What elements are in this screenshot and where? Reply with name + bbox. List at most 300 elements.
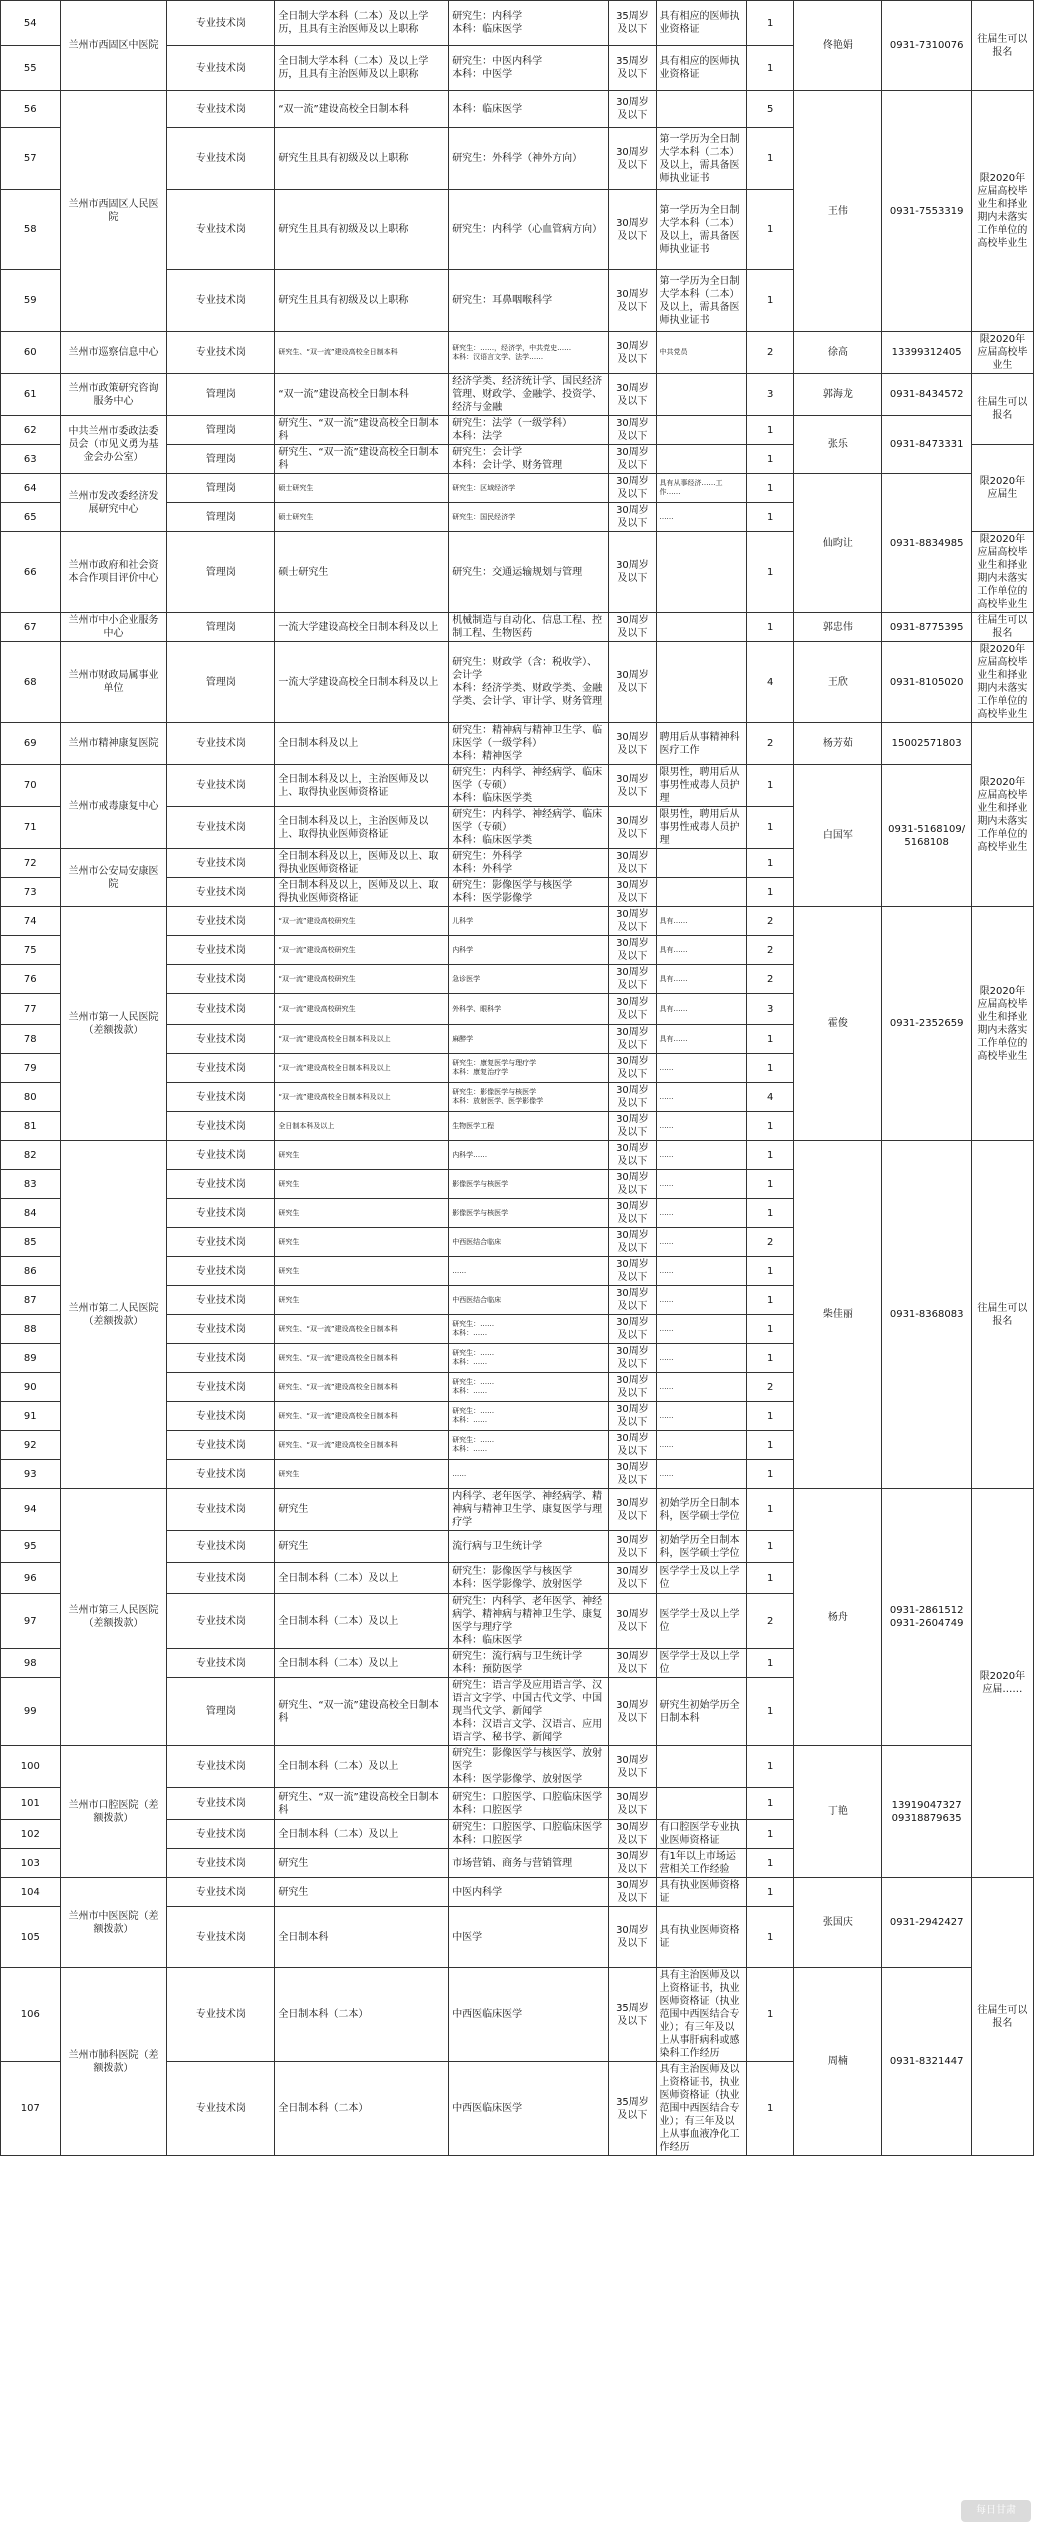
post-type: 专业技术岗 <box>167 91 275 128</box>
age-requirement: 30周岁及以下 <box>609 907 656 936</box>
education-requirement: 研究生、“双一流”建设高校全日制本科 <box>275 1373 449 1402</box>
education-requirement: 研究生、“双一流”建设高校全日制本科 <box>275 332 449 374</box>
age-requirement: 30周岁及以下 <box>609 445 656 474</box>
age-requirement: 30周岁及以下 <box>609 723 656 765</box>
other-requirement: 聘用后从事精神科医疗工作 <box>656 723 747 765</box>
hire-count: 1 <box>747 2062 794 2156</box>
major-requirement: 麻醉学 <box>449 1025 609 1054</box>
other-requirement: 具有相应的医师执业资格证 <box>656 1 747 46</box>
hire-count: 1 <box>747 1746 794 1788</box>
table-row <box>1 416 1034 445</box>
post-type: 专业技术岗 <box>167 1907 275 1968</box>
hire-count: 2 <box>747 723 794 765</box>
major-requirement: 市场营销、商务与营销管理 <box>449 1849 609 1878</box>
education-requirement: 研究生且具有初级及以上职称 <box>275 128 449 190</box>
contact-person: 杨芳茹 <box>794 723 882 765</box>
hire-count: 1 <box>747 503 794 532</box>
age-requirement: 35周岁及以下 <box>609 1968 656 2062</box>
row-number: 98 <box>1 1649 61 1678</box>
row-number: 58 <box>1 190 61 270</box>
row-number: 55 <box>1 46 61 91</box>
hire-count: 1 <box>747 128 794 190</box>
applicant-note: 限2020年应届高校毕业生和择业期内未落实工作单位的高校毕业生 <box>971 907 1033 1141</box>
contact-phone: 0931-2352659 <box>882 907 971 1141</box>
post-type: 专业技术岗 <box>167 936 275 965</box>
row-number: 71 <box>1 807 61 849</box>
row-number: 89 <box>1 1344 61 1373</box>
major-requirement: 研究生：外科学（神外方向） <box>449 128 609 190</box>
major-requirement: 研究生：交通运输规划与管理 <box>449 532 609 613</box>
unit-name: 兰州市第一人民医院（差额拨款） <box>60 907 167 1141</box>
post-type: 专业技术岗 <box>167 765 275 807</box>
age-requirement: 30周岁及以下 <box>609 474 656 503</box>
unit-name: 兰州市西固区人民医院 <box>60 91 167 332</box>
other-requirement: 具有…… <box>656 965 747 994</box>
major-requirement: 研究生：…… 本科：…… <box>449 1431 609 1460</box>
major-requirement: 研究生：内科学 本科：临床医学 <box>449 1 609 46</box>
major-requirement: 中医内科学 <box>449 1878 609 1907</box>
other-requirement: 有1年以上市场运营相关工作经验 <box>656 1849 747 1878</box>
age-requirement: 30周岁及以下 <box>609 270 656 332</box>
table-row <box>1 1489 1034 1531</box>
education-requirement: 研究生、“双一流”建设高校全日制本科 <box>275 1344 449 1373</box>
contact-person: 霍俊 <box>794 907 882 1141</box>
post-type: 管理岗 <box>167 445 275 474</box>
age-requirement: 30周岁及以下 <box>609 190 656 270</box>
education-requirement: 硕士研究生 <box>275 532 449 613</box>
other-requirement: …… <box>656 1286 747 1315</box>
row-number: 57 <box>1 128 61 190</box>
contact-phone: 15002571803 <box>882 723 971 765</box>
hire-count: 1 <box>747 1968 794 2062</box>
major-requirement: 研究生：内科学（心血管病方向） <box>449 190 609 270</box>
hire-count: 1 <box>747 1849 794 1878</box>
hire-count: 1 <box>747 1315 794 1344</box>
hire-count: 1 <box>747 1820 794 1849</box>
other-requirement: …… <box>656 503 747 532</box>
other-requirement: 具有执业医师资格证 <box>656 1878 747 1907</box>
age-requirement: 30周岁及以下 <box>609 1257 656 1286</box>
row-number: 97 <box>1 1594 61 1649</box>
row-number: 83 <box>1 1170 61 1199</box>
hire-count: 3 <box>747 374 794 416</box>
major-requirement: 研究生：影像医学与核医学 本科：医学影像学、放射医学 <box>449 1563 609 1594</box>
hire-count: 1 <box>747 1907 794 1968</box>
age-requirement: 30周岁及以下 <box>609 416 656 445</box>
post-type: 专业技术岗 <box>167 1228 275 1257</box>
hire-count: 1 <box>747 1025 794 1054</box>
age-requirement: 30周岁及以下 <box>609 1083 656 1112</box>
education-requirement: 研究生 <box>275 1849 449 1878</box>
contact-phone: 0931-2861512 0931-2604749 <box>882 1489 971 1746</box>
unit-name: 兰州市精神康复医院 <box>60 723 167 765</box>
age-requirement: 30周岁及以下 <box>609 849 656 878</box>
contact-phone: 0931-5168109/5168108 <box>882 765 971 907</box>
contact-phone: 0931-7553319 <box>882 91 971 332</box>
post-type: 专业技术岗 <box>167 1746 275 1788</box>
age-requirement: 30周岁及以下 <box>609 936 656 965</box>
hire-count: 1 <box>747 1170 794 1199</box>
applicant-note: 限2020年应届高校毕业生 <box>971 332 1033 374</box>
post-type: 专业技术岗 <box>167 1849 275 1878</box>
applicant-note: 限2020年应届高校毕业生和择业期内未落实工作单位的高校毕业生 <box>971 532 1033 613</box>
other-requirement <box>656 445 747 474</box>
other-requirement: 具有…… <box>656 907 747 936</box>
row-number: 100 <box>1 1746 61 1788</box>
other-requirement: 医学学士及以上学位 <box>656 1649 747 1678</box>
education-requirement: 研究生 <box>275 1460 449 1489</box>
other-requirement: …… <box>656 1199 747 1228</box>
post-type: 专业技术岗 <box>167 1489 275 1531</box>
other-requirement <box>656 642 747 723</box>
other-requirement: …… <box>656 1431 747 1460</box>
education-requirement: 研究生、“双一流”建设高校全日制本科 <box>275 1315 449 1344</box>
age-requirement: 30周岁及以下 <box>609 1594 656 1649</box>
row-number: 81 <box>1 1112 61 1141</box>
row-number: 84 <box>1 1199 61 1228</box>
post-type: 专业技术岗 <box>167 1820 275 1849</box>
age-requirement: 30周岁及以下 <box>609 1531 656 1563</box>
major-requirement: 研究生：中医内科学 本科：中医学 <box>449 46 609 91</box>
contact-person: 白国军 <box>794 765 882 907</box>
table-row <box>1 1878 1034 1907</box>
major-requirement: 儿科学 <box>449 907 609 936</box>
major-requirement: 影像医学与核医学 <box>449 1170 609 1199</box>
table-row <box>1 1141 1034 1170</box>
education-requirement: “双一流”建设高校全日制本科及以上 <box>275 1025 449 1054</box>
age-requirement: 30周岁及以下 <box>609 1878 656 1907</box>
education-requirement: 全日制本科 <box>275 1907 449 1968</box>
row-number: 94 <box>1 1489 61 1531</box>
education-requirement: “双一流”建设高校全日制本科及以上 <box>275 1054 449 1083</box>
hire-count: 1 <box>747 445 794 474</box>
age-requirement: 30周岁及以下 <box>609 1286 656 1315</box>
major-requirement: 研究生：康复医学与理疗学 本科：康复治疗学 <box>449 1054 609 1083</box>
major-requirement: 研究生：法学（一级学科） 本科：法学 <box>449 416 609 445</box>
contact-person: 王伟 <box>794 91 882 332</box>
major-requirement: 中西医结合临床 <box>449 1286 609 1315</box>
education-requirement: “双一流”建设高校研究生 <box>275 994 449 1025</box>
other-requirement: 具有执业医师资格证 <box>656 1907 747 1968</box>
hire-count: 1 <box>747 1344 794 1373</box>
major-requirement: 本科：临床医学 <box>449 91 609 128</box>
age-requirement: 30周岁及以下 <box>609 503 656 532</box>
other-requirement <box>656 878 747 907</box>
major-requirement: 研究生：耳鼻咽喉科学 <box>449 270 609 332</box>
hire-count: 5 <box>747 91 794 128</box>
contact-person: 张国庆 <box>794 1878 882 1968</box>
other-requirement <box>656 416 747 445</box>
age-requirement: 30周岁及以下 <box>609 965 656 994</box>
hire-count: 1 <box>747 613 794 642</box>
contact-person: 柴佳丽 <box>794 1141 882 1489</box>
hire-count: 1 <box>747 1878 794 1907</box>
education-requirement: 研究生 <box>275 1878 449 1907</box>
row-number: 101 <box>1 1788 61 1820</box>
post-type: 专业技术岗 <box>167 1286 275 1315</box>
row-number: 77 <box>1 994 61 1025</box>
major-requirement: 急诊医学 <box>449 965 609 994</box>
contact-phone: 0931-7310076 <box>882 1 971 91</box>
other-requirement: …… <box>656 1460 747 1489</box>
contact-person: 仙昀让 <box>794 474 882 613</box>
education-requirement: 全日制本科（二本）及以上 <box>275 1746 449 1788</box>
hire-count: 1 <box>747 1788 794 1820</box>
education-requirement: 全日制本科（二本）及以上 <box>275 1820 449 1849</box>
contact-person: 王欣 <box>794 642 882 723</box>
education-requirement: 一流大学建设高校全日制本科及以上 <box>275 613 449 642</box>
row-number: 75 <box>1 936 61 965</box>
other-requirement <box>656 1788 747 1820</box>
major-requirement: 研究生：……，经济学，中共党史…… 本科：汉语言文学、法学…… <box>449 332 609 374</box>
post-type: 专业技术岗 <box>167 332 275 374</box>
age-requirement: 30周岁及以下 <box>609 1678 656 1746</box>
post-type: 专业技术岗 <box>167 270 275 332</box>
row-number: 85 <box>1 1228 61 1257</box>
age-requirement: 30周岁及以下 <box>609 1402 656 1431</box>
other-requirement: 限男性，聘用后从事男性戒毒人员护理 <box>656 807 747 849</box>
major-requirement: 研究生：内科学、神经病学、临床医学（专硕） 本科：临床医学类 <box>449 765 609 807</box>
unit-name: 中共兰州市委政法委员会（市见义勇为基金会办公室） <box>60 416 167 474</box>
hire-count: 1 <box>747 807 794 849</box>
education-requirement: 研究生 <box>275 1286 449 1315</box>
other-requirement: 初始学历全日制本科，医学硕士学位 <box>656 1489 747 1531</box>
major-requirement: 研究生：…… 本科：…… <box>449 1373 609 1402</box>
hire-count: 1 <box>747 532 794 613</box>
education-requirement: 全日制大学本科（二本）及以上学历，且具有主治医师及以上职称 <box>275 46 449 91</box>
age-requirement: 30周岁及以下 <box>609 1315 656 1344</box>
hire-count: 1 <box>747 1141 794 1170</box>
row-number: 62 <box>1 416 61 445</box>
major-requirement: 中西医临床医学 <box>449 1968 609 2062</box>
row-number: 99 <box>1 1678 61 1746</box>
education-requirement: 研究生 <box>275 1531 449 1563</box>
post-type: 专业技术岗 <box>167 1344 275 1373</box>
education-requirement: “双一流”建设高校研究生 <box>275 936 449 965</box>
post-type: 专业技术岗 <box>167 1649 275 1678</box>
contact-phone: 0931-2942427 <box>882 1878 971 1968</box>
education-requirement: “双一流”建设高校研究生 <box>275 965 449 994</box>
major-requirement: 内科学 <box>449 936 609 965</box>
post-type: 专业技术岗 <box>167 1373 275 1402</box>
applicant-note: 往届生可以报名 <box>971 1141 1033 1489</box>
education-requirement: 研究生 <box>275 1228 449 1257</box>
post-type: 专业技术岗 <box>167 1054 275 1083</box>
post-type: 专业技术岗 <box>167 1431 275 1460</box>
education-requirement: 研究生、“双一流”建设高校全日制本科 <box>275 445 449 474</box>
hire-count: 4 <box>747 1083 794 1112</box>
post-type: 管理岗 <box>167 503 275 532</box>
major-requirement: 研究生：内科学、老年医学、神经病学、精神病与精神卫生学、康复医学与理疗学 本科：临床医学 <box>449 1594 609 1649</box>
age-requirement: 30周岁及以下 <box>609 332 656 374</box>
unit-name: 兰州市巡察信息中心 <box>60 332 167 374</box>
row-number: 72 <box>1 849 61 878</box>
hire-count: 1 <box>747 1402 794 1431</box>
row-number: 78 <box>1 1025 61 1054</box>
contact-phone: 0931-8321447 <box>882 1968 971 2156</box>
post-type: 管理岗 <box>167 374 275 416</box>
post-type: 专业技术岗 <box>167 1563 275 1594</box>
applicant-note: 限2020年应届…… <box>971 1489 1033 1878</box>
major-requirement: 研究生：内科学、神经病学、临床医学（专硕） 本科：临床医学类 <box>449 807 609 849</box>
major-requirement: 研究生：语言学及应用语言学、汉语言文字学、中国古代文学、中国现当代文学、新闻学 本科：汉语言文学、汉语言、应用语言学、秘书学、新闻学 <box>449 1678 609 1746</box>
post-type: 专业技术岗 <box>167 1170 275 1199</box>
other-requirement <box>656 613 747 642</box>
hire-count: 2 <box>747 1594 794 1649</box>
education-requirement: 研究生且具有初级及以上职称 <box>275 270 449 332</box>
major-requirement: 研究生：流行病与卫生统计学 本科：预防医学 <box>449 1649 609 1678</box>
major-requirement: 外科学、眼科学 <box>449 994 609 1025</box>
table-row <box>1 332 1034 374</box>
major-requirement: 研究生：国民经济学 <box>449 503 609 532</box>
post-type: 管理岗 <box>167 642 275 723</box>
age-requirement: 30周岁及以下 <box>609 765 656 807</box>
table-row <box>1 1968 1034 2062</box>
row-number: 90 <box>1 1373 61 1402</box>
age-requirement: 30周岁及以下 <box>609 1489 656 1531</box>
row-number: 63 <box>1 445 61 474</box>
education-requirement: 全日制本科及以上，主治医师及以上、取得执业医师资格证 <box>275 765 449 807</box>
post-type: 专业技术岗 <box>167 965 275 994</box>
major-requirement: 研究生：外科学 本科：外科学 <box>449 849 609 878</box>
major-requirement: 中西医临床医学 <box>449 2062 609 2156</box>
row-number: 91 <box>1 1402 61 1431</box>
unit-name: 兰州市政策研究咨询服务中心 <box>60 374 167 416</box>
other-requirement: 研究生初始学历全日制本科 <box>656 1678 747 1746</box>
hire-count: 1 <box>747 416 794 445</box>
other-requirement: 具有…… <box>656 994 747 1025</box>
other-requirement: 具有相应的医师执业资格证 <box>656 46 747 91</box>
row-number: 102 <box>1 1820 61 1849</box>
applicant-note: 往届生可以报名 <box>971 1 1033 91</box>
contact-phone: 0931-8775395 <box>882 613 971 642</box>
unit-name: 兰州市口腔医院（差额拨款） <box>60 1746 167 1878</box>
age-requirement: 30周岁及以下 <box>609 532 656 613</box>
post-type: 管理岗 <box>167 474 275 503</box>
row-number: 61 <box>1 374 61 416</box>
major-requirement: …… <box>449 1257 609 1286</box>
education-requirement: 研究生、“双一流”建设高校全日制本科 <box>275 1431 449 1460</box>
post-type: 专业技术岗 <box>167 1968 275 2062</box>
row-number: 88 <box>1 1315 61 1344</box>
hire-count: 1 <box>747 1649 794 1678</box>
other-requirement: …… <box>656 1141 747 1170</box>
age-requirement: 30周岁及以下 <box>609 91 656 128</box>
age-requirement: 30周岁及以下 <box>609 1563 656 1594</box>
post-type: 专业技术岗 <box>167 1402 275 1431</box>
education-requirement: 全日制本科（二本）及以上 <box>275 1649 449 1678</box>
post-type: 管理岗 <box>167 613 275 642</box>
row-number: 95 <box>1 1531 61 1563</box>
education-requirement: “双一流”建设高校全日制本科 <box>275 374 449 416</box>
major-requirement: 经济学类、经济统计学、国民经济管理、财政学、金融学、投资学、经济与金融 <box>449 374 609 416</box>
hire-count: 1 <box>747 1563 794 1594</box>
education-requirement: 研究生 <box>275 1257 449 1286</box>
education-requirement: 研究生 <box>275 1489 449 1531</box>
post-type: 专业技术岗 <box>167 128 275 190</box>
applicant-note: 限2020年应届高校毕业生和择业期内未落实工作单位的高校毕业生 <box>971 723 1033 907</box>
watermark-logo: 每日甘肃 <box>961 2500 1031 2522</box>
row-number: 65 <box>1 503 61 532</box>
age-requirement: 35周岁及以下 <box>609 1 656 46</box>
education-requirement: “双一流”建设高校全日制本科 <box>275 91 449 128</box>
post-type: 专业技术岗 <box>167 1315 275 1344</box>
applicant-note: 限2020年应届高校毕业生和择业期内未落实工作单位的高校毕业生 <box>971 91 1033 332</box>
post-type: 专业技术岗 <box>167 1112 275 1141</box>
row-number: 104 <box>1 1878 61 1907</box>
table-row <box>1 374 1034 416</box>
age-requirement: 30周岁及以下 <box>609 1746 656 1788</box>
hire-count: 1 <box>747 1199 794 1228</box>
post-type: 专业技术岗 <box>167 1594 275 1649</box>
education-requirement: 研究生 <box>275 1170 449 1199</box>
major-requirement: 研究生：…… 本科：…… <box>449 1402 609 1431</box>
other-requirement: 具有从事经济……工作…… <box>656 474 747 503</box>
age-requirement: 35周岁及以下 <box>609 2062 656 2156</box>
post-type: 专业技术岗 <box>167 2062 275 2156</box>
hire-count: 1 <box>747 270 794 332</box>
education-requirement: 全日制本科及以上，医师及以上、取得执业医师资格证 <box>275 878 449 907</box>
hire-count: 1 <box>747 1431 794 1460</box>
major-requirement: 生物医学工程 <box>449 1112 609 1141</box>
post-type: 专业技术岗 <box>167 1531 275 1563</box>
education-requirement: 全日制本科（二本） <box>275 1968 449 2062</box>
age-requirement: 30周岁及以下 <box>609 1460 656 1489</box>
education-requirement: 全日制本科及以上 <box>275 723 449 765</box>
other-requirement: 医学学士及以上学位 <box>656 1594 747 1649</box>
age-requirement: 30周岁及以下 <box>609 1170 656 1199</box>
unit-name: 兰州市公安局安康医院 <box>60 849 167 907</box>
post-type: 管理岗 <box>167 1678 275 1746</box>
education-requirement: 全日制本科及以上 <box>275 1112 449 1141</box>
education-requirement: 研究生、“双一流”建设高校全日制本科 <box>275 416 449 445</box>
row-number: 70 <box>1 765 61 807</box>
hire-count: 1 <box>747 765 794 807</box>
other-requirement: 具有…… <box>656 936 747 965</box>
row-number: 69 <box>1 723 61 765</box>
row-number: 67 <box>1 613 61 642</box>
other-requirement: 具有…… <box>656 1025 747 1054</box>
unit-name: 兰州市戒毒康复中心 <box>60 765 167 849</box>
applicant-note: 限2020年应届生 <box>971 445 1033 532</box>
other-requirement: 初始学历全日制本科，医学硕士学位 <box>656 1531 747 1563</box>
age-requirement: 30周岁及以下 <box>609 1141 656 1170</box>
other-requirement: 具有主治医师及以上资格证书，执业医师资格证（执业范围中西医结合专业）；有三年及以上从事肝病科或感染科工作经历 <box>656 1968 747 2062</box>
hire-count: 1 <box>747 1531 794 1563</box>
education-requirement: 研究生 <box>275 1141 449 1170</box>
major-requirement: 研究生：财政学（含：税收学）、会计学 本科：经济学类、财政学类、金融学类、会计学、审计学、财务管理 <box>449 642 609 723</box>
table-row <box>1 642 1034 723</box>
other-requirement: 第一学历为全日制大学本科（二本）及以上，需具备医师执业证书 <box>656 270 747 332</box>
other-requirement <box>656 1746 747 1788</box>
other-requirement: 第一学历为全日制大学本科（二本）及以上，需具备医师执业证书 <box>656 190 747 270</box>
table-row <box>1 474 1034 503</box>
applicant-note: 往届生可以报名 <box>971 1878 1033 2156</box>
education-requirement: 研究生、“双一流”建设高校全日制本科 <box>275 1788 449 1820</box>
unit-name: 兰州市肺科医院（差额拨款） <box>60 1968 167 2156</box>
other-requirement: …… <box>656 1054 747 1083</box>
age-requirement: 30周岁及以下 <box>609 1025 656 1054</box>
major-requirement: 研究生：…… 本科：…… <box>449 1315 609 1344</box>
other-requirement: …… <box>656 1344 747 1373</box>
post-type: 管理岗 <box>167 532 275 613</box>
education-requirement: 研究生且具有初级及以上职称 <box>275 190 449 270</box>
age-requirement: 30周岁及以下 <box>609 1431 656 1460</box>
row-number: 68 <box>1 642 61 723</box>
major-requirement: 研究生：影像医学与核医学、放射医学 本科：医学影像学、放射医学 <box>449 1746 609 1788</box>
other-requirement: …… <box>656 1257 747 1286</box>
major-requirement: 研究生：口腔医学、口腔临床医学 本科：口腔医学 <box>449 1820 609 1849</box>
